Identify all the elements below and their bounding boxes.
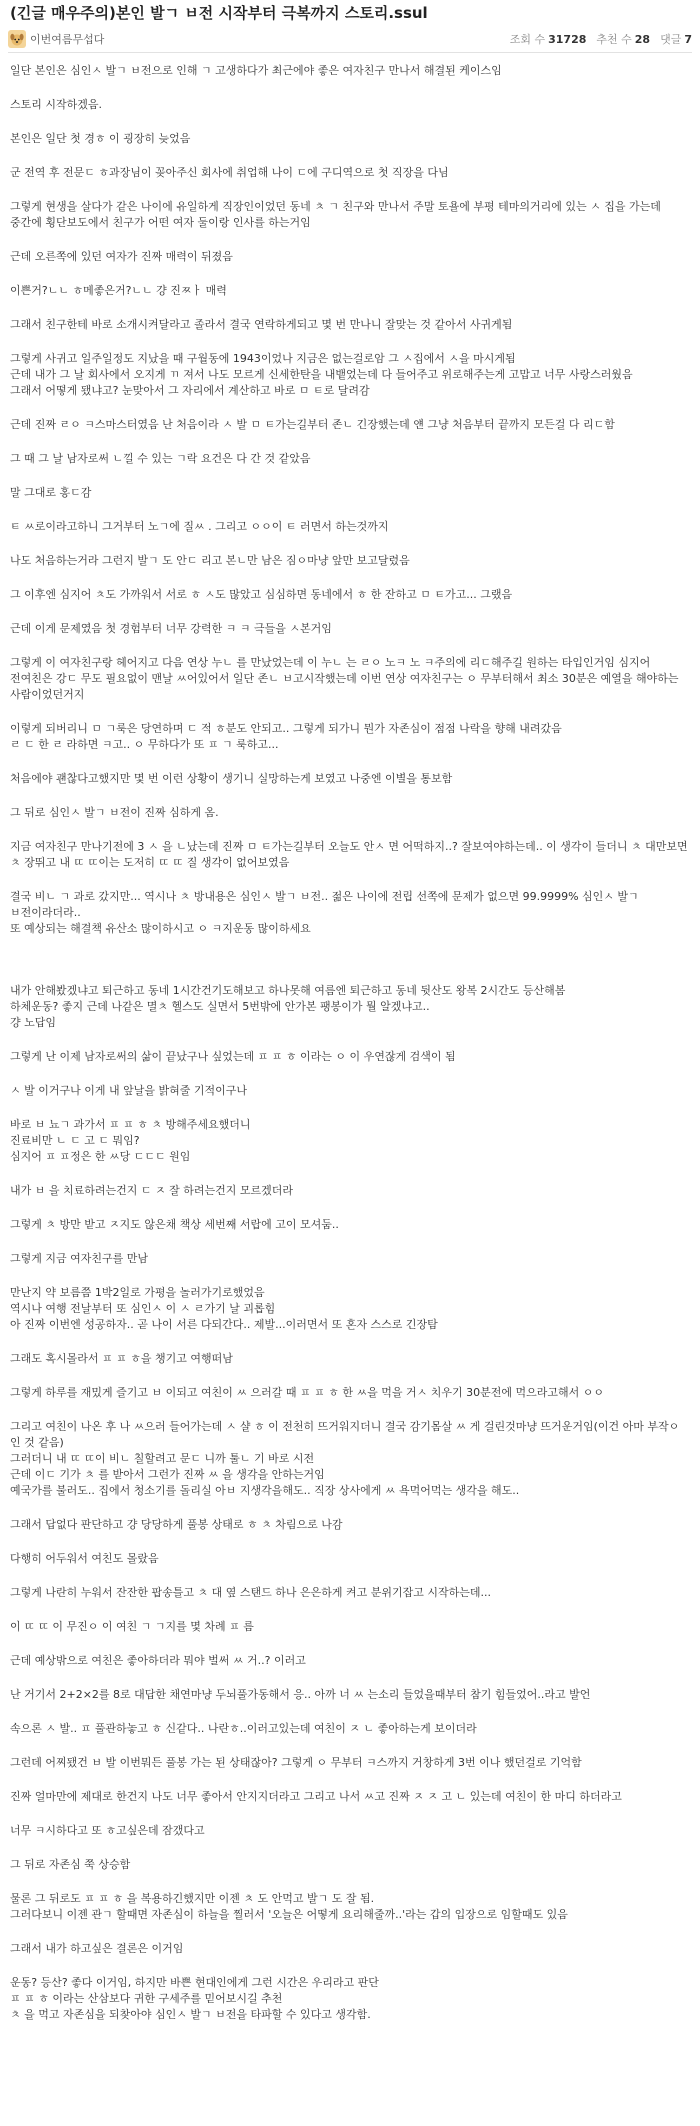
paragraph: 근데 진짜 ㄹㅇ ㅋ스마스터였음 난 처음이라 ㅅ 발 ㅁ ㅌ가는길부터 존ㄴ 긴장했는데 얜 그냥 처음부터 끝까지 모든걸 다 리ㄷ함: [10, 418, 615, 431]
recommend-count: 28: [634, 33, 651, 46]
paragraph: 그리고 여친이 나온 후 나 ㅆ으러 들어가는데 ㅅ 샬 ㅎ 이 전천히 뜨거워지더니 결국 감기몸살 ㅆ 게 걸린것마냥 뜨거운거임(이건 아마 부작ㅇ 인 것 같음) 그러더니 내 ㄸ ㄸ이 비ㄴ 칠할려고 문ㄷ 니까 툴ㄴ 기 바로 시전 근데 이ㄷ 기가 ㅊ 를 받아서 그런가 진짜 ㅆ 을 생각을 안하는거임 예국가를 불러도.. 집에서 청소기를 돌리실 아ㅂ 지생각을해도.. 직장 상사에게 ㅆ 욕먹어먹는 생각을 해도..: [10, 1420, 680, 1497]
paragraph: 말 그대로 홍ㄷ감: [10, 486, 92, 499]
recommend-stat: [596, 31, 650, 47]
paragraph: 그렇게 ㅊ 방만 받고 ㅈ지도 않은채 책상 세번째 서랍에 고이 모셔둠..: [10, 1218, 339, 1231]
paragraph: 군 전역 후 전문ㄷ ㅎ과장님이 꽂아주신 회사에 취업해 나이 ㄷ에 구디역으로 첫 직장을 다님: [10, 166, 449, 179]
paragraph: 내가 안해봤겠냐고 퇴근하고 동네 1시간건기도해보고 하나못해 여름엔 퇴근하고 동네 뒷산도 왕복 2시간도 등산해봄 하체운동? 좋지 근데 나같은 멸ㅊ 헬스도 실면서 5번밖에 안가본 팽봉이가 뭘 알겠냐고.. 걍 노답임: [10, 984, 566, 1029]
paragraph: 운동? 등산? 좋다 이거임, 하지만 바쁜 현대인에게 그런 시간은 우리라고 판단 ㅍ ㅍ ㅎ 이라는 산삼보다 귀한 구세주를 믿어보시길 추천 ㅊ 을 먹고 자존심을 되찾아야 심인ㅅ 발ㄱ ㅂ전을 타파할 수 있다고 생각함.: [10, 1976, 379, 2021]
paragraph: 그렇게 현생을 살다가 같은 나이에 유일하게 직장인이었던 동네 ㅊ ㄱ 친구와 만나서 주말 토욜에 부평 테마의거리에 있는 ㅅ 집을 가는데 중간에 횡단보도에서 친구가 어떤 여자 둘이랑 인사를 하는거임: [10, 200, 665, 229]
paragraph: 본인은 일단 첫 경ㅎ 이 굉장히 늦었음: [10, 132, 191, 145]
paragraph: 그렇게 난 이제 남자로써의 삶이 끝났구나 싶었는데 ㅍ ㅍ ㅎ 이라는 ㅇ 이 우연잖게 검색이 됨: [10, 1050, 456, 1063]
comments-stat[interactable]: [660, 31, 692, 47]
paragraph: 그런데 어찌됐건 ㅂ 발 이번뭐든 풀봉 가는 된 상태잖아? 그렇게 ㅇ 무부터 ㅋ스까지 거창하게 3번 이나 했던걸로 기억함: [10, 1756, 582, 1769]
paragraph: 그래도 혹시몰라서 ㅍ ㅍ ㅎ을 챙기고 여행떠남: [10, 1352, 233, 1365]
paragraph: 지금 여자친구 만나기전에 3 ㅅ 을 ㄴ났는데 진짜 ㅁ ㅌ가는길부터 오늘도 안ㅅ 면 어떡하지..? 잘보여야하는데.. 이 생각이 들더니 ㅊ 대만보면 ㅊ 장뛰고 내 ㄸ ㄸ이는 도저히 ㄸ ㄸ 질 생각이 없어보였음: [10, 840, 692, 869]
paragraph: 그렇게 이 여자친구랑 헤어지고 다음 연상 누ㄴ 를 만났었는데 이 누ㄴ 는 ㄹㅇ 노ㅋ 노 ㅋ주의에 리ㄷ해주길 원하는 타입인거임 심지어 전여친은 강ㄷ 무도 필요없이 맨날 ㅆ어있어서 일단 존ㄴ ㅂ고시작했는데 이번 연상 여자친구는 ㅇ 무부터해서 최소 30분은 예열을 해야하는 사람이었던거지: [10, 656, 682, 701]
paragraph: 결국 비ㄴ ㄱ 과로 갔지만... 역시나 ㅊ 방내용은 심인ㅅ 발ㄱ ㅂ전.. 젊은 나이에 전립 선쪽에 문제가 없으면 99.9999% 심인ㅅ 발ㄱ ㅂ전이라더라.. 또 예상되는 해결책 유산소 많이하시고 ㅇ ㅋ지운동 많이하세요: [10, 890, 639, 935]
paragraph: ㅅ 발 이거구나 이게 내 앞날을 밝혀줄 기적이구나: [10, 1084, 247, 1097]
paragraph: 너무 ㅋ시하다고 또 ㅎ고싶은데 잠갰다고: [10, 1824, 205, 1837]
paragraph: 일단 본인은 심인ㅅ 발ㄱ ㅂ전으로 인해 ㄱ 고생하다가 최근에야 좋은 여자친구 만나서 해결된 케이스임: [10, 64, 502, 77]
paragraph: 근데 오른쪽에 있던 여자가 진짜 매력이 뒤졌음: [10, 250, 233, 263]
paragraph: 난 거기서 2+2×2를 8로 대답한 채연마냥 두뇌풀가동해서 응.. 아까 너 ㅆ 는소리 들었을때부터 참기 힘들었어..라고 발언: [10, 1688, 591, 1701]
comments-count: 7: [684, 33, 692, 46]
paragraph: 이쁜거?ㄴㄴ ㅎ메좋은거?ㄴㄴ 걍 진ㅉㅏ 매력: [10, 284, 227, 297]
views-label: 조회 수: [509, 33, 546, 46]
paragraph: 그렇게 사귀고 일주일정도 지났을 때 구월동에 1943이었나 지금은 없는걸로암 그 ㅅ집에서 ㅅ을 마시게됨 근데 내가 그 날 회사에서 오지게 ㄲ 져서 나도 모르게 신세한탄을 내뱉었는데 다 들어주고 위로해주는게 고맙고 너무 사랑스러웠음 그래서 어떻게 됐냐고? 눈맞아서 그 자리에서 계산하고 바로 ㅁ ㅌ로 달려감: [10, 352, 633, 397]
post-meta-bar: [8, 26, 692, 53]
paragraph: 그렇게 지금 여자친구를 만남: [10, 1252, 149, 1265]
paragraph: 이 ㄸ ㄸ 이 무진ㅇ 이 여친 ㄱ ㄱ지를 몇 차례 ㅍ 름: [10, 1620, 254, 1633]
author-name[interactable]: 이번여름무섭다: [30, 33, 105, 46]
paragraph: 만난지 약 보름쯤 1박2일로 가평을 놀러가기로했었음 역시나 여행 전날부터 또 심인ㅅ 이 ㅅ ㄹ가기 날 괴롭힘 아 진짜 이번엔 성공하자.. 곧 나이 서른 다되간다.. 제발...이러면서 또 혼자 스스로 긴장탐: [10, 1286, 438, 1331]
paragraph: 그래서 내가 하고싶은 결론은 이거임: [10, 1942, 184, 1955]
dog-avatar-icon[interactable]: [8, 30, 26, 48]
views-stat: [510, 31, 587, 47]
paragraph: 나도 처음하는거라 그런지 발ㄱ 도 안ㄷ 리고 본ㄴ만 남은 짐ㅇ마냥 앞만 보고달렸음: [10, 554, 410, 567]
post-title: (긴글 매우주의)본인 발ㄱ ㅂ전 시작부터 극복까지 스토리.ssul: [10, 4, 428, 22]
paragraph: 그 뒤로 심인ㅅ 발ㄱ ㅂ전이 진짜 심하게 옴.: [10, 806, 219, 819]
paragraph: 그래서 친구한테 바로 소개시켜달라고 졸라서 결국 연락하게되고 몇 번 만나니 잘맞는 것 같아서 사귀게됨: [10, 318, 513, 331]
paragraph: 내가 ㅂ 을 치료하려는건지 ㄷ ㅈ 잘 하려는건지 모르겠더라: [10, 1184, 293, 1197]
paragraph: 그래서 답없다 판단하고 걍 당당하게 풀봉 상태로 ㅎ ㅊ 차림으로 나감: [10, 1518, 343, 1531]
paragraph: 그 이후엔 심지어 ㅊ도 가까워서 서로 ㅎ ㅅ도 많았고 심심하면 동네에서 ㅎ 한 잔하고 ㅁ ㅌ가고... 그랬음: [10, 588, 513, 601]
views-count: 31728: [548, 33, 587, 46]
paragraph: 처음에야 괜찮다고했지만 몇 번 이런 상황이 생기니 실망하는게 보였고 나중엔 이별을 통보함: [10, 772, 453, 785]
paragraph: 근데 이게 문제였음 첫 경험부터 너무 강력한 ㅋ ㅋ 극들을 ㅅ본거임: [10, 622, 332, 635]
paragraph: 그렇게 하루를 재밌게 즐기고 ㅂ 이되고 여친이 ㅆ 으러갈 때 ㅍ ㅍ ㅎ 한 ㅆ을 먹을 거ㅅ 치우기 30분전에 먹으라고해서 ㅇㅇ: [10, 1386, 604, 1399]
paragraph: 스토리 시작하겠음.: [10, 98, 103, 111]
paragraph: 그렇게 나란히 누워서 잔잔한 팝송틀고 ㅊ 대 옆 스탠드 하나 은은하게 켜고 분위기잡고 시작하는데...: [10, 1586, 491, 1599]
paragraph: 속으론 ㅅ 발.. ㅍ 풀관하놓고 ㅎ 신같다.. 나란ㅎ..이러고있는데 여친이 ㅈ ㄴ 좋아하는게 보이더라: [10, 1722, 477, 1735]
paragraph: 다행히 어두워서 여친도 몰랐음: [10, 1552, 159, 1565]
comments-label: 댓글: [660, 33, 682, 46]
post-stats: [510, 31, 692, 47]
paragraph: 그 뒤로 자존심 쭉 상승함: [10, 1858, 131, 1871]
recommend-label: 추천 수: [596, 33, 632, 46]
paragraph: 진짜 얼마만에 제대로 한건지 나도 너무 좋아서 안지지더라고 그리고 나서 ㅆ고 진짜 ㅈ ㅈ 고 ㄴ 있는데 여친이 한 마디 하더라고: [10, 1790, 622, 1803]
post-body: [8, 53, 692, 2023]
paragraph: 이렇게 되버리니 ㅁ ㄱ룩은 당연하며 ㄷ 적 ㅎ분도 안되고.. 그렇게 되가니 뭔가 자존심이 점점 나락을 향해 내려갔음 ㄹ ㄷ 한 ㄹ 라하면 ㅋ고.. ㅇ 무하다가 또 ㅍ ㄱ 룩하고...: [10, 722, 562, 751]
paragraph: 근데 예상밖으로 여친은 좋아하더라 뭐야 벌써 ㅆ 거..? 이러고: [10, 1654, 306, 1667]
paragraph: ㅌ ㅆ로이라고하니 그거부터 노ㄱ에 질ㅆ . 그리고 ㅇㅇ이 ㅌ 러면서 하는것까지: [10, 520, 389, 533]
paragraph: 물론 그 뒤로도 ㅍ ㅍ ㅎ 을 복용하긴했지만 이젠 ㅊ 도 안먹고 발ㄱ 도 잘 됨. 그러다보니 이젠 관ㄱ 할때면 자존심이 하늘을 찔러서 '오늘은 어떻게 요리해줄까..'라는 갑의 입장으로 임할때도 있음: [10, 1892, 568, 1921]
paragraph: 바로 ㅂ 뇨ㄱ 과가서 ㅍ ㅍ ㅎ ㅊ 방해주세요했더니 진료비만 ㄴ ㄷ 고 ㄷ 뭐임? 심지어 ㅍ ㅍ정은 한 ㅆ당 ㄷㄷㄷ 원임: [10, 1118, 251, 1163]
paragraph: 그 때 그 날 남자로써 ㄴ낄 수 있는 ㄱ락 요건은 다 간 것 같았음: [10, 452, 311, 465]
